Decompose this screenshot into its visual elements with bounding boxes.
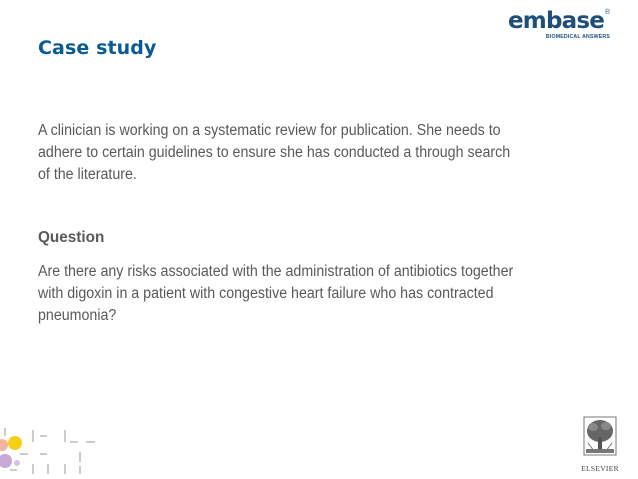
intro-paragraph: A clinician is working on a systematic review for publication. She needs to adhere to certain guidelines to ensure she has conducted a through search of the literature. bbox=[38, 122, 511, 183]
question-heading: Question bbox=[38, 229, 105, 246]
embase-logo bbox=[508, 9, 612, 43]
elsevier-tree-icon bbox=[574, 413, 626, 463]
deco-dot-lilac bbox=[14, 460, 20, 466]
deco-dot-purple bbox=[0, 454, 12, 468]
deco-dot-orange bbox=[0, 439, 8, 451]
embase-logo-word: embase bbox=[508, 8, 605, 34]
slide-title: Case study bbox=[38, 37, 157, 59]
question-paragraph: Are there any risks associated with the administration of antibiotics together with digoxin in a patient with congestive heart failure who has contracted pneumonia? bbox=[38, 263, 514, 324]
elsevier-wordmark: ELSEVIER bbox=[581, 464, 619, 473]
decorative-dots-icon bbox=[0, 418, 110, 478]
deco-dot-yellow bbox=[8, 436, 22, 450]
embase-logo-tagline: BIOMEDICAL ANSWERS bbox=[545, 34, 610, 40]
embase-logo-registered: ® bbox=[604, 9, 610, 16]
elsevier-logo bbox=[574, 413, 626, 473]
